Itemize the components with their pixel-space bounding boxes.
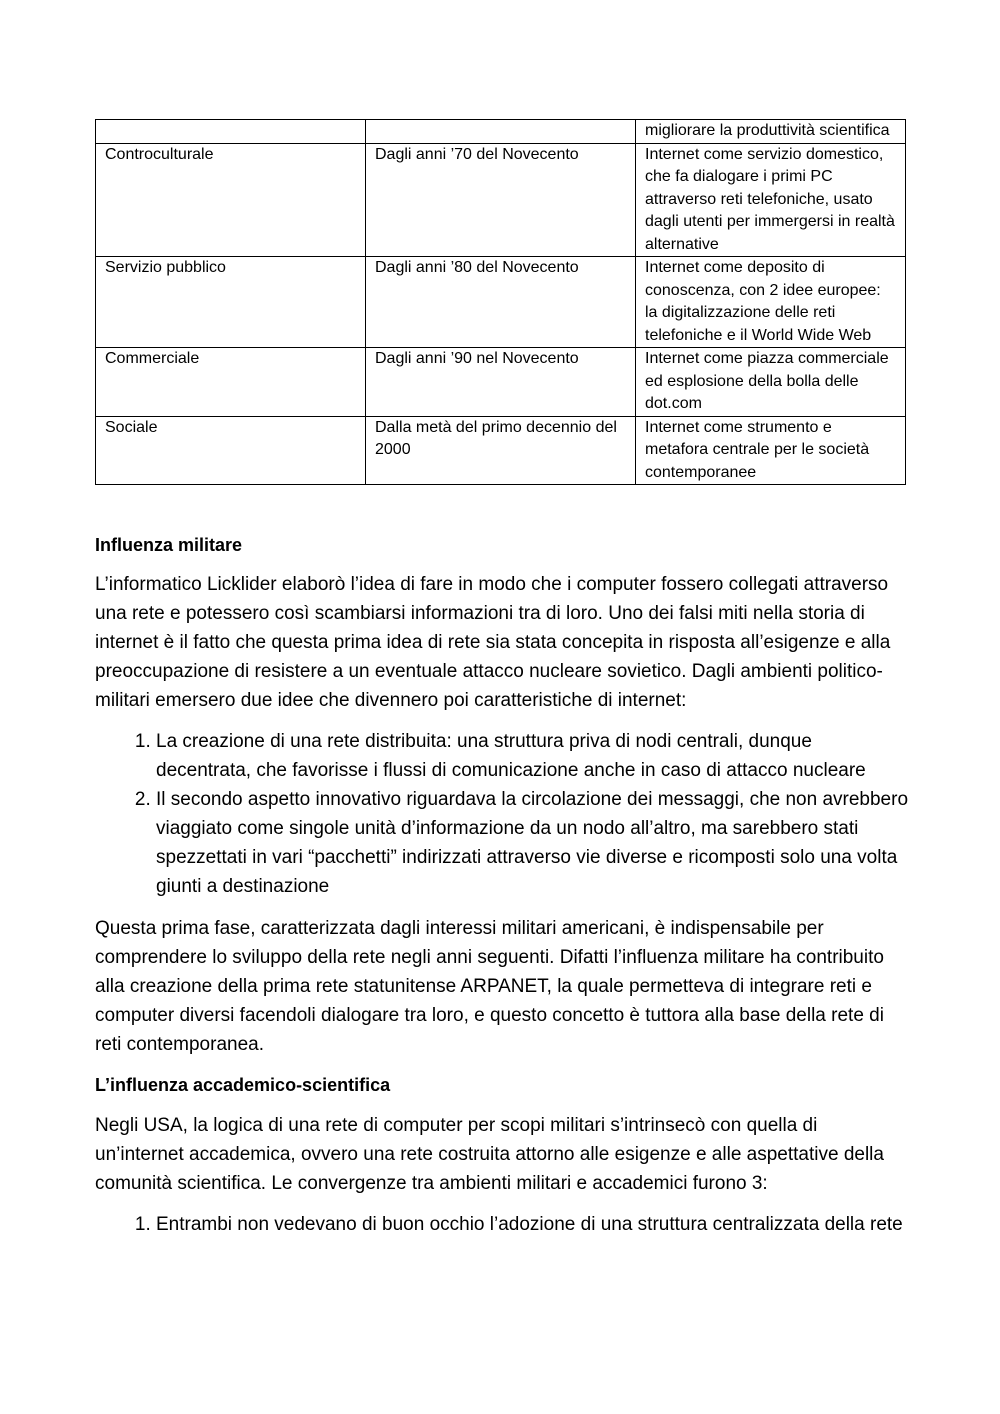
table-cell: Commerciale — [96, 348, 366, 417]
table-cell: Controculturale — [96, 143, 366, 257]
table-cell: migliorare la produttività scientifica — [636, 120, 906, 144]
document-body — [95, 532, 910, 1239]
table-cell: Internet come piazza commerciale ed esplosione della bolla delle dot.com — [636, 348, 906, 417]
table-cell: Servizio pubblico — [96, 257, 366, 348]
table-cell — [96, 120, 366, 144]
numbered-list — [95, 727, 910, 901]
table-cell — [366, 120, 636, 144]
list-item: 2. Il secondo aspetto innovativo riguardava la circolazione dei messaggi, che non avrebbero viaggiato come singole unità d’informazione da un nodo all’altro, ma sarebbero stati spezzettati in vari “pacchetti” indirizzati attraverso vie diverse e ricomposti solo una volta giunti a destinazione — [156, 785, 910, 901]
table-cell: Dalla metà del primo decennio del 2000 — [366, 416, 636, 485]
table-cell: Internet come strumento e metafora centrale per le società contemporanee — [636, 416, 906, 485]
table-row — [96, 348, 906, 417]
section-heading-influenza-militare: Influenza militare — [95, 535, 243, 555]
section-heading-influenza-accademico-scientifica: L’influenza accademico-scientifica — [95, 1075, 391, 1095]
paragraph: Negli USA, la logica di una rete di computer per scopi militari s’intrinsecò con quella di un’internet accademica, ovvero una rete costruita attorno alle esigenze e alle aspettative della comunità scientifica. Le convergenze tra ambienti militari e accademici furono 3: — [95, 1115, 884, 1194]
table-row — [96, 120, 906, 144]
history-table — [95, 119, 906, 485]
table-cell: Sociale — [96, 416, 366, 485]
table-row — [96, 416, 906, 485]
list-item: 1. La creazione di una rete distribuita: una struttura priva di nodi centrali, dunque decentrata, che favorisse i flussi di comunicazione anche in caso di attacco nucleare — [156, 727, 910, 785]
table-cell: Dagli anni ’70 del Novecento — [366, 143, 636, 257]
numbered-list — [95, 1210, 910, 1239]
paragraph: Questa prima fase, caratterizzata dagli interessi militari americani, è indispensabile per comprendere lo sviluppo della rete negli anni seguenti. Difatti l’influenza militare ha contribuito alla creazione della prima rete statunitense ARPANET, la quale permetteva di integrare reti e computer diversi facendoli dialogare tra loro, e questo concetto è tuttora alla base della rete di reti contemporanea. — [95, 918, 884, 1055]
table-cell: Internet come deposito di conoscenza, con 2 idee europee: la digitalizzazione delle reti telefoniche e il World Wide Web — [636, 257, 906, 348]
table-cell: Internet come servizio domestico, che fa dialogare i primi PC attraverso reti telefoniche, usato dagli utenti per immergersi in realtà alternative — [636, 143, 906, 257]
table-cell: Dagli anni ’80 del Novecento — [366, 257, 636, 348]
table-row — [96, 143, 906, 257]
paragraph: L’informatico Licklider elaborò l’idea di fare in modo che i computer fossero collegati attraverso una rete e potessero così scambiarsi informazioni tra di loro. Uno dei falsi miti nella storia di internet è il fatto che questa prima idea di rete sia stata concepita in risposta all’esigenze e alla preoccupazione di resistere a un eventuale attacco nucleare sovietico. Dagli ambienti politico-militari emersero due idee che divennero poi caratteristiche di internet: — [95, 574, 891, 711]
list-item: 1. Entrambi non vedevano di buon occhio l’adozione di una struttura centralizzata della rete — [156, 1210, 910, 1239]
table-row — [96, 257, 906, 348]
table-cell: Dagli anni ’90 nel Novecento — [366, 348, 636, 417]
